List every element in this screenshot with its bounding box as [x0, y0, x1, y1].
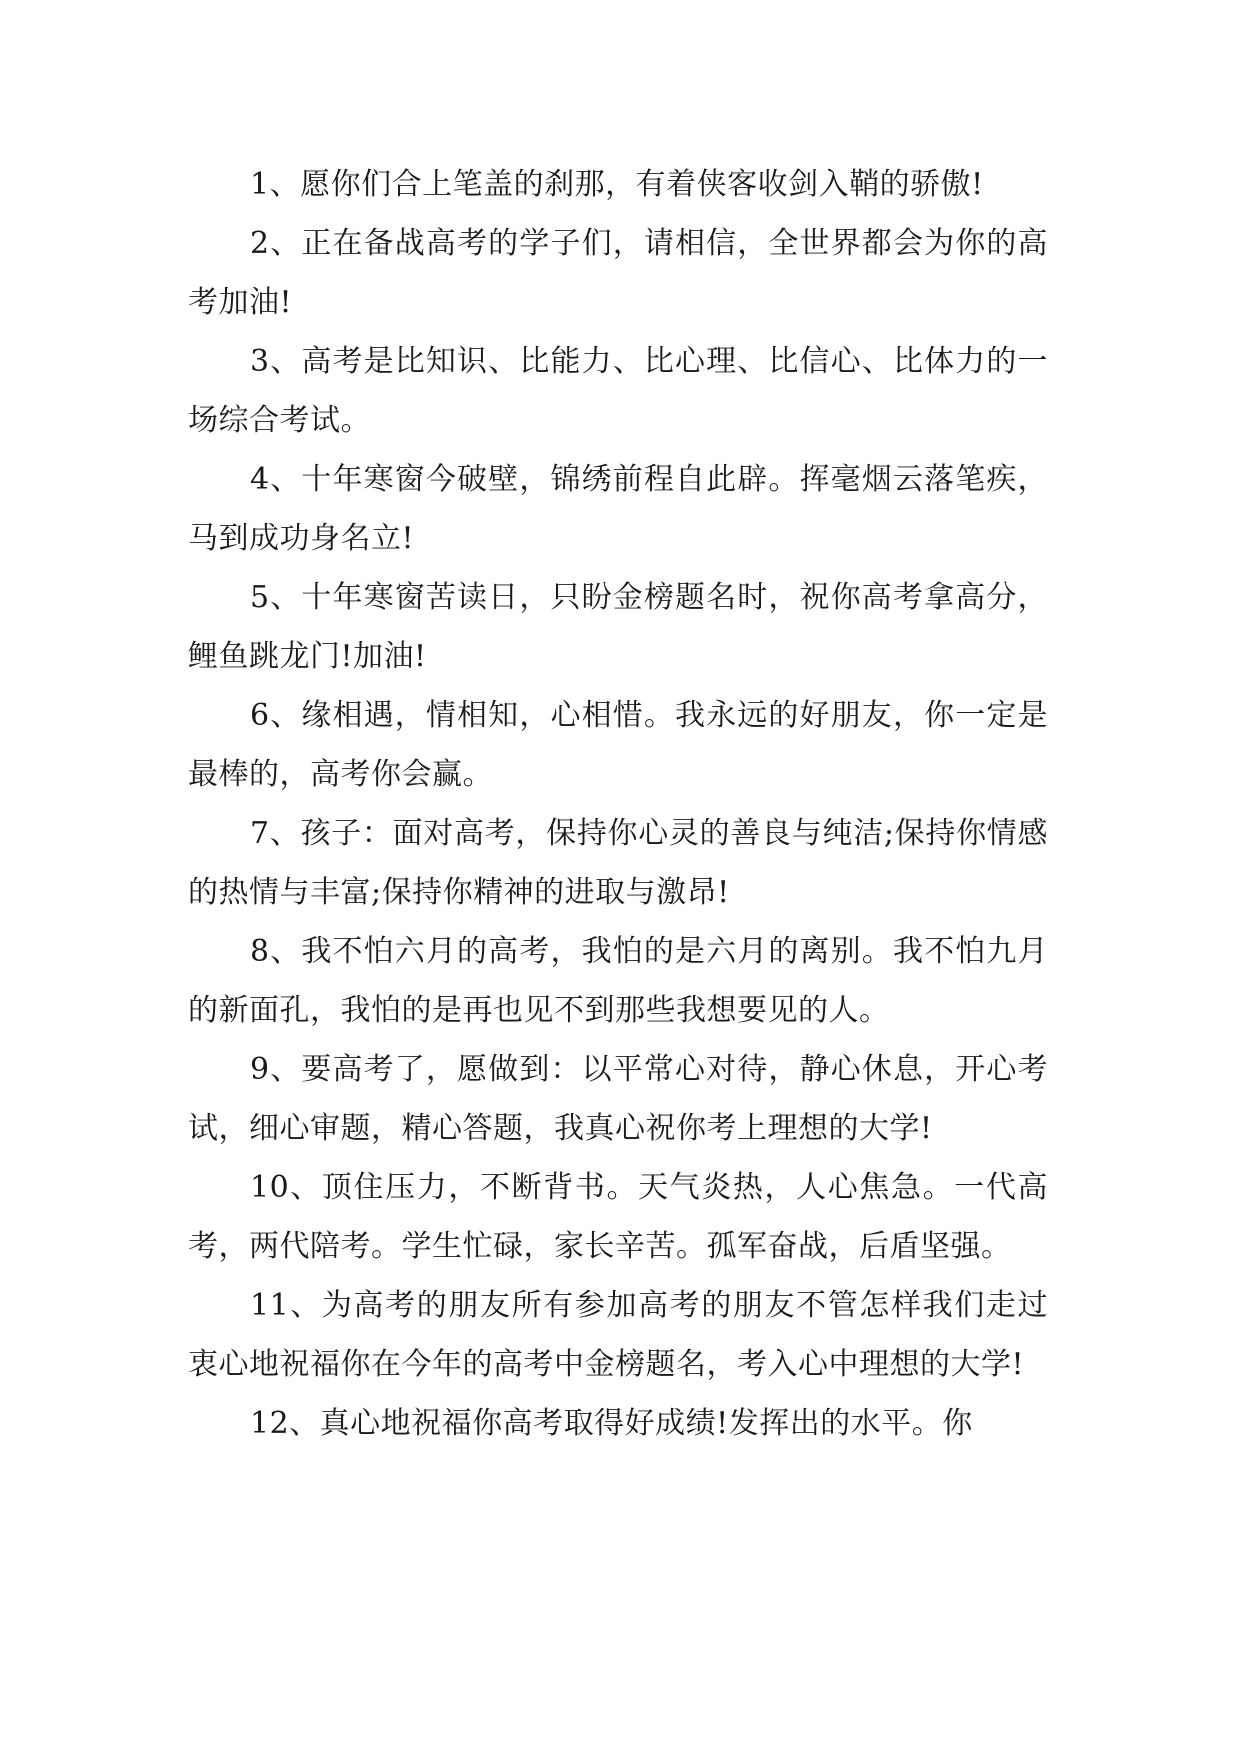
- paragraph-10: 10、顶住压力，不断背书。天气炎热，人心焦急。一代高考，两代陪考。学生忙碌，家长辛苦。孤军奋战，后盾坚强。: [188, 1170, 1048, 1264]
- paragraph-4: 4、十年寒窗今破壁，锦绣前程自此辟。挥毫烟云落笔疾，马到成功身名立!: [188, 462, 1048, 556]
- paragraph-7: 7、孩子：面对高考，保持你心灵的善良与纯洁;保持你情感的热情与丰富;保持你精神的进取与激昂!: [188, 816, 1048, 910]
- paragraph-12: 12、真心地祝福你高考取得好成绩!发挥出的水平。你: [250, 1406, 973, 1441]
- document-body: [188, 155, 1048, 1453]
- paragraph-11: 11、为高考的朋友所有参加高考的朋友不管怎样我们走过衷心地祝福你在今年的高考中金榜题名，考入心中理想的大学!: [188, 1288, 1048, 1382]
- paragraph-1: 1、愿你们合上笔盖的刹那，有着侠客收剑入鞘的骄傲!: [250, 167, 984, 202]
- paragraph-6: 6、缘相遇，情相知，心相惜。我永远的好朋友，你一定是最棒的，高考你会赢。: [188, 698, 1048, 792]
- paragraph-8: 8、我不怕六月的高考，我怕的是六月的离别。我不怕九月的新面孔，我怕的是再也见不到那些我想要见的人。: [188, 934, 1048, 1028]
- paragraph-5: 5、十年寒窗苦读日，只盼金榜题名时，祝你高考拿高分，鲤鱼跳龙门!加油!: [188, 580, 1048, 674]
- paragraph-3: 3、高考是比知识、比能力、比心理、比信心、比体力的一场综合考试。: [188, 344, 1048, 438]
- paragraph-2: 2、正在备战高考的学子们，请相信，全世界都会为你的高考加油!: [188, 226, 1048, 320]
- paragraph-9: 9、要高考了，愿做到：以平常心对待，静心休息，开心考试，细心审题，精心答题，我真心祝你考上理想的大学!: [188, 1052, 1048, 1146]
